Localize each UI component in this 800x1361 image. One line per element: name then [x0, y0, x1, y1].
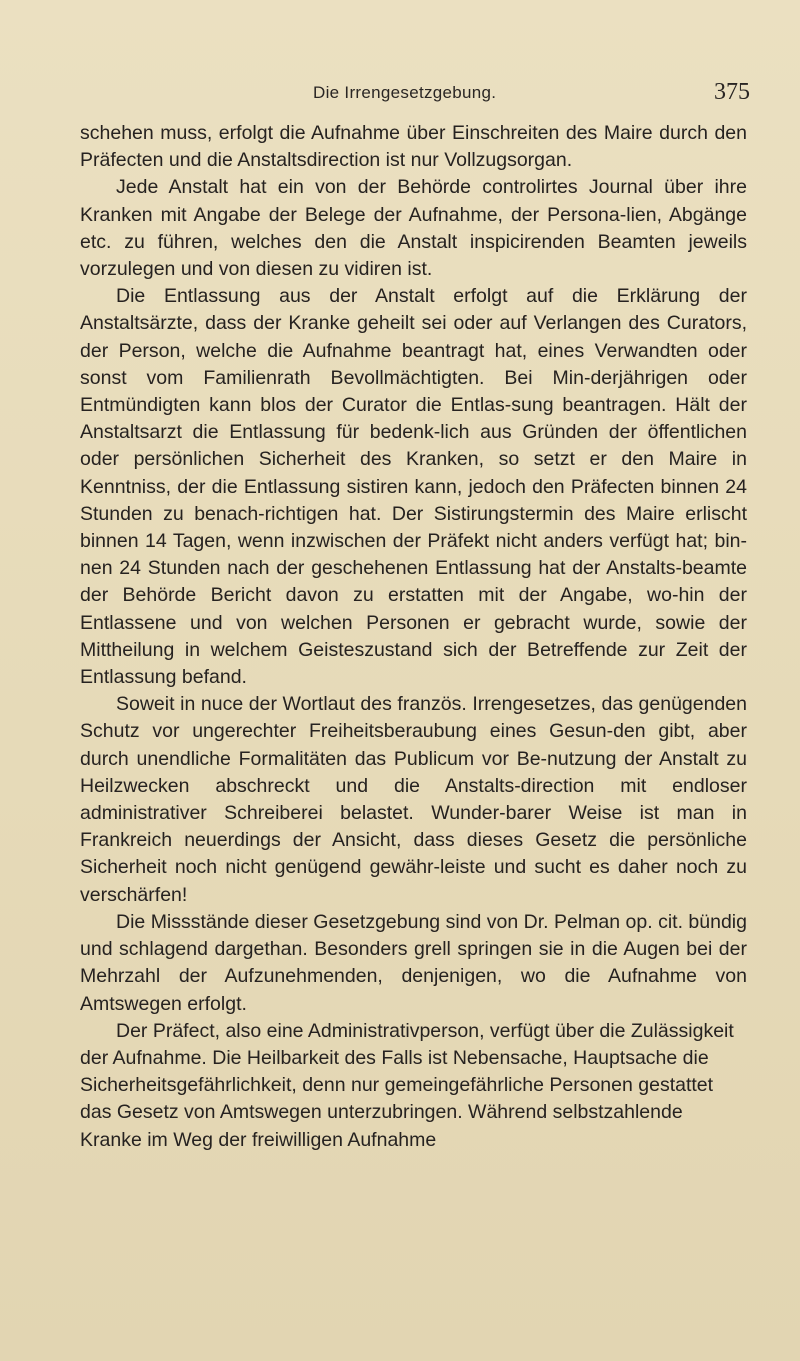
paragraph-continuation: schehen muss, erfolgt die Aufnahme über Einschreiten des Maire durch den Präfecten und die Anstaltsdirection ist nur Vollzugsorgan.: [80, 122, 747, 172]
body-text: [80, 120, 747, 1154]
page-number: 375: [714, 79, 750, 105]
paragraph-grievances: Die Missstände dieser Gesetzgebung sind von Dr. Pelman op. cit. bündig und schlagend dargethan. Besonders grell springen sie in die Augen bei der Mehrzahl der Aufzunehmenden, denjenigen, wo die Aufnahme von Amtswegen erfolgt.: [80, 910, 747, 1015]
paragraph-summary-french-law: Soweit in nuce der Wortlaut des französ. Irrengesetzes, das genügenden Schutz vor ungerechter Freiheitsberaubung eines Gesun-den gibt, aber durch unendliche Formalitäten das Publicum vor Be-nutzung der Anstalt zu Heilzwecken abschreckt und die Anstalts-direction mit endloser administrativer Schreiberei belastet. Wunder-barer Weise ist man in Frankreich neuerdings der Ansicht, dass dieses Gesetz die persönliche Sicherheit noch nicht genügend gewähr-leiste und sucht es daher noch zu verschärfen!: [80, 693, 747, 906]
paragraph-discharge: Die Entlassung aus der Anstalt erfolgt auf die Erklärung der Anstaltsärzte, dass der Kranke geheilt sei oder auf Verlangen des Curators, der Person, welche die Aufnahme beantragt hat, eines Verwandten oder sonst vom Familienrath Bevollmächtigten. Bei Min-derjährigen oder Entmündigten kann blos der Curator die Entlas-sung beantragen. Hält der Anstaltsarzt die Entlassung für bedenk-lich aus Gründen der öffentlichen oder persönlichen Sicherheit des Kranken, so setzt er den Maire in Kenntniss, der die Entlassung sistiren kann, jedoch den Präfecten binnen 24 Stunden zu benach-richtigen hat. Der Sistirungstermin des Maire erlischt binnen 14 Tagen, wenn inzwischen der Präfekt nicht anders verfügt hat; bin-nen 24 Stunden nach der geschehenen Entlassung hat der Anstalts-beamte der Behörde Bericht davon zu erstatten mit der Angabe, wo-hin der Entlassene und von welchen Personen er gebracht wurde, sowie der Mittheilung in welchem Geisteszustand sich der Betreffende zur Zeit der Entlassung befand.: [80, 285, 747, 689]
running-head: [80, 79, 750, 112]
running-title: Die Irrengesetzgebung.: [313, 83, 497, 102]
paragraph-prefect: Der Präfect, also eine Administrativperson, verfügt über die Zulässigkeit der Aufnahme. Die Heilbarkeit des Falls ist Nebensache, Hauptsache die Sicherheitsgefährlichkeit, denn nur gemeingefährliche Personen gestattet das Gesetz von Amtswegen unterzubringen. Während selbstzahlende Kranke im Weg der freiwilligen Aufnahme: [80, 1019, 734, 1151]
paragraph-journal: Jede Anstalt hat ein von der Behörde controlirtes Journal über ihre Kranken mit Angabe der Belege der Aufnahme, der Persona-lien, Abgänge etc. zu führen, welches den die Anstalt inspicirenden Beamten jeweils vorzulegen und von diesen zu vidiren ist.: [80, 176, 747, 281]
